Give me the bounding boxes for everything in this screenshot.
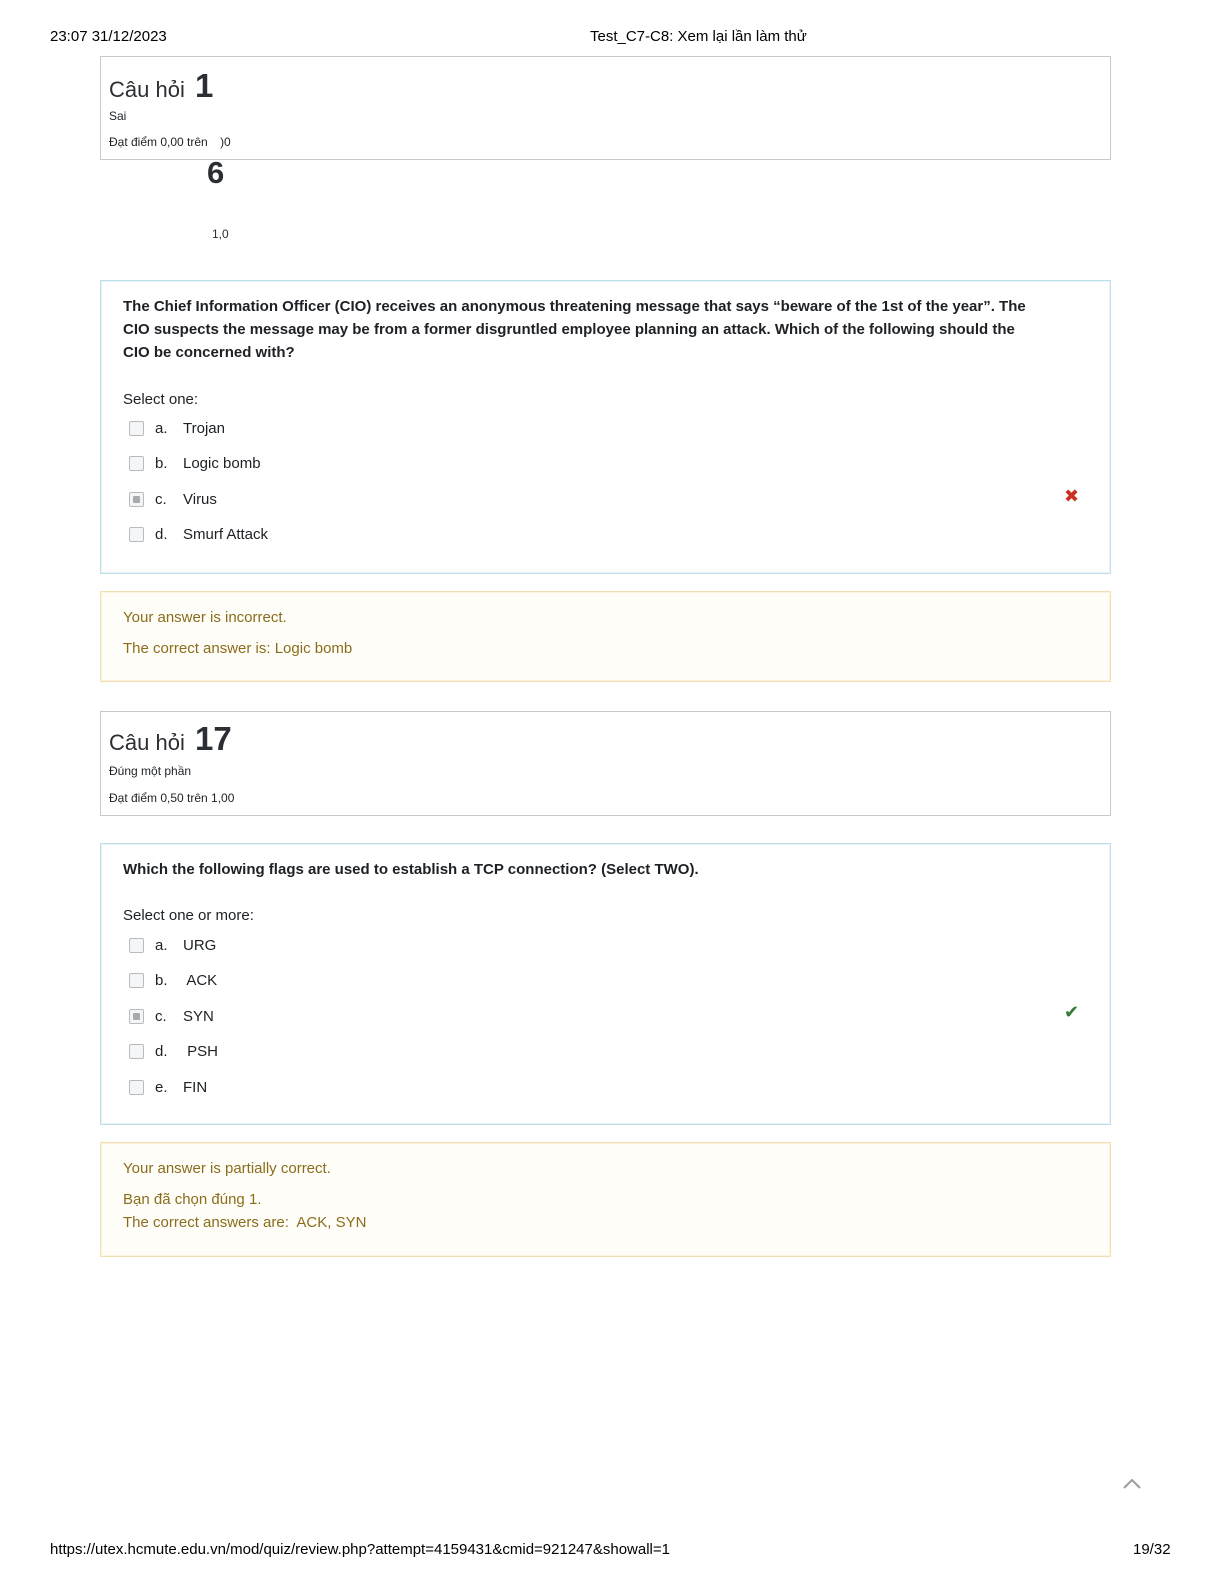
option-letter: b.	[155, 454, 168, 472]
question-label: Câu hỏi	[109, 77, 185, 102]
cross-icon: ✖	[1064, 486, 1080, 506]
question-grade: Đạt điểm 0,50 trên 1,00	[109, 791, 235, 805]
question-feedback-16	[100, 591, 1111, 682]
print-datetime: 23:07 31/12/2023	[50, 28, 167, 45]
question-text: Which the following flags are used to establish a TCP connection? (Select TWO).	[123, 861, 699, 878]
feedback-status: Your answer is partially correct.	[123, 1160, 331, 1177]
option-label: ACK	[183, 971, 218, 989]
option-letter: d.	[155, 525, 168, 543]
option-label: Trojan	[183, 419, 225, 437]
check-icon: ✔	[1064, 1002, 1080, 1022]
answer-option-d[interactable]	[129, 524, 268, 544]
option-label: URG	[183, 936, 217, 954]
question-content-17	[100, 843, 1111, 1125]
radio-icon[interactable]	[129, 421, 144, 436]
feedback-status: Your answer is incorrect.	[123, 609, 287, 626]
option-label: Virus	[183, 490, 217, 508]
question-info-17	[100, 711, 1111, 816]
feedback-correct-answers: The correct answers are: ACK, SYN	[123, 1214, 367, 1231]
option-letter: d.	[155, 1042, 168, 1060]
option-label: Smurf Attack	[183, 525, 269, 543]
checkbox-icon[interactable]	[129, 938, 144, 953]
question-state: Sai	[109, 109, 127, 123]
answer-option-b[interactable]	[129, 453, 261, 473]
feedback-correct-answer: The correct answer is: Logic bomb	[123, 640, 353, 657]
question-grade-overflow: 1,0	[212, 227, 229, 241]
answer-option-b[interactable]	[129, 970, 217, 990]
option-letter: a.	[155, 936, 168, 954]
question-content-16	[100, 280, 1111, 574]
radio-selected-icon[interactable]	[129, 492, 144, 507]
checkbox-checked-icon[interactable]	[129, 1009, 144, 1024]
option-label: FIN	[183, 1078, 208, 1096]
question-feedback-17	[100, 1142, 1111, 1257]
question-grade-text: Đạt điểm 0,00 trên	[109, 135, 208, 149]
answer-option-c[interactable]	[129, 489, 217, 509]
question-number	[109, 720, 232, 758]
option-letter: a.	[155, 419, 168, 437]
answer-option-a[interactable]	[129, 418, 225, 438]
option-label: Logic bomb	[183, 454, 261, 472]
checkbox-icon[interactable]	[129, 1080, 144, 1095]
option-letter: b.	[155, 971, 168, 989]
answer-option-e[interactable]	[129, 1077, 207, 1097]
answer-option-c[interactable]	[129, 1006, 214, 1026]
checkbox-icon[interactable]	[129, 1044, 144, 1059]
question-number-overflow: 6	[207, 155, 225, 190]
chevron-up-icon[interactable]	[1121, 1476, 1143, 1490]
print-page-title: Test_C7-C8: Xem lại lần làm thử	[590, 28, 807, 45]
question-number-value: 1	[194, 67, 214, 104]
print-url: https://utex.hcmute.edu.vn/mod/quiz/review.php?attempt=4159431&cmid=921247&showall=1	[50, 1541, 670, 1558]
question-label: Câu hỏi	[109, 730, 185, 755]
option-label: PSH	[183, 1042, 219, 1060]
feedback-selected-count: Bạn đã chọn đúng 1.	[123, 1191, 262, 1208]
question-text: The Chief Information Officer (CIO) receives an anonymous threatening message that says “beware of the 1st of the year”. The CIO suspects the message may be from a former disgruntled employee planning an attack. Which of the following should the CIO be concerned with?	[123, 298, 1026, 361]
checkbox-icon[interactable]	[129, 973, 144, 988]
print-page-number: 19/32	[1133, 1541, 1171, 1558]
option-letter: c.	[155, 490, 167, 508]
radio-icon[interactable]	[129, 527, 144, 542]
answer-prompt: Select one:	[123, 391, 199, 408]
option-letter: c.	[155, 1007, 167, 1025]
answer-option-a[interactable]	[129, 935, 216, 955]
option-letter: e.	[155, 1078, 168, 1096]
answer-prompt: Select one or more:	[123, 907, 254, 924]
question-state: Đúng một phần	[109, 764, 192, 778]
question-number	[109, 67, 213, 105]
radio-icon[interactable]	[129, 456, 144, 471]
question-number-value: 17	[194, 720, 232, 757]
option-label: SYN	[183, 1007, 214, 1025]
answer-option-d[interactable]	[129, 1041, 218, 1061]
question-grade	[109, 135, 231, 149]
question-grade-tail: )0	[220, 135, 231, 149]
question-info-16	[100, 56, 1111, 160]
